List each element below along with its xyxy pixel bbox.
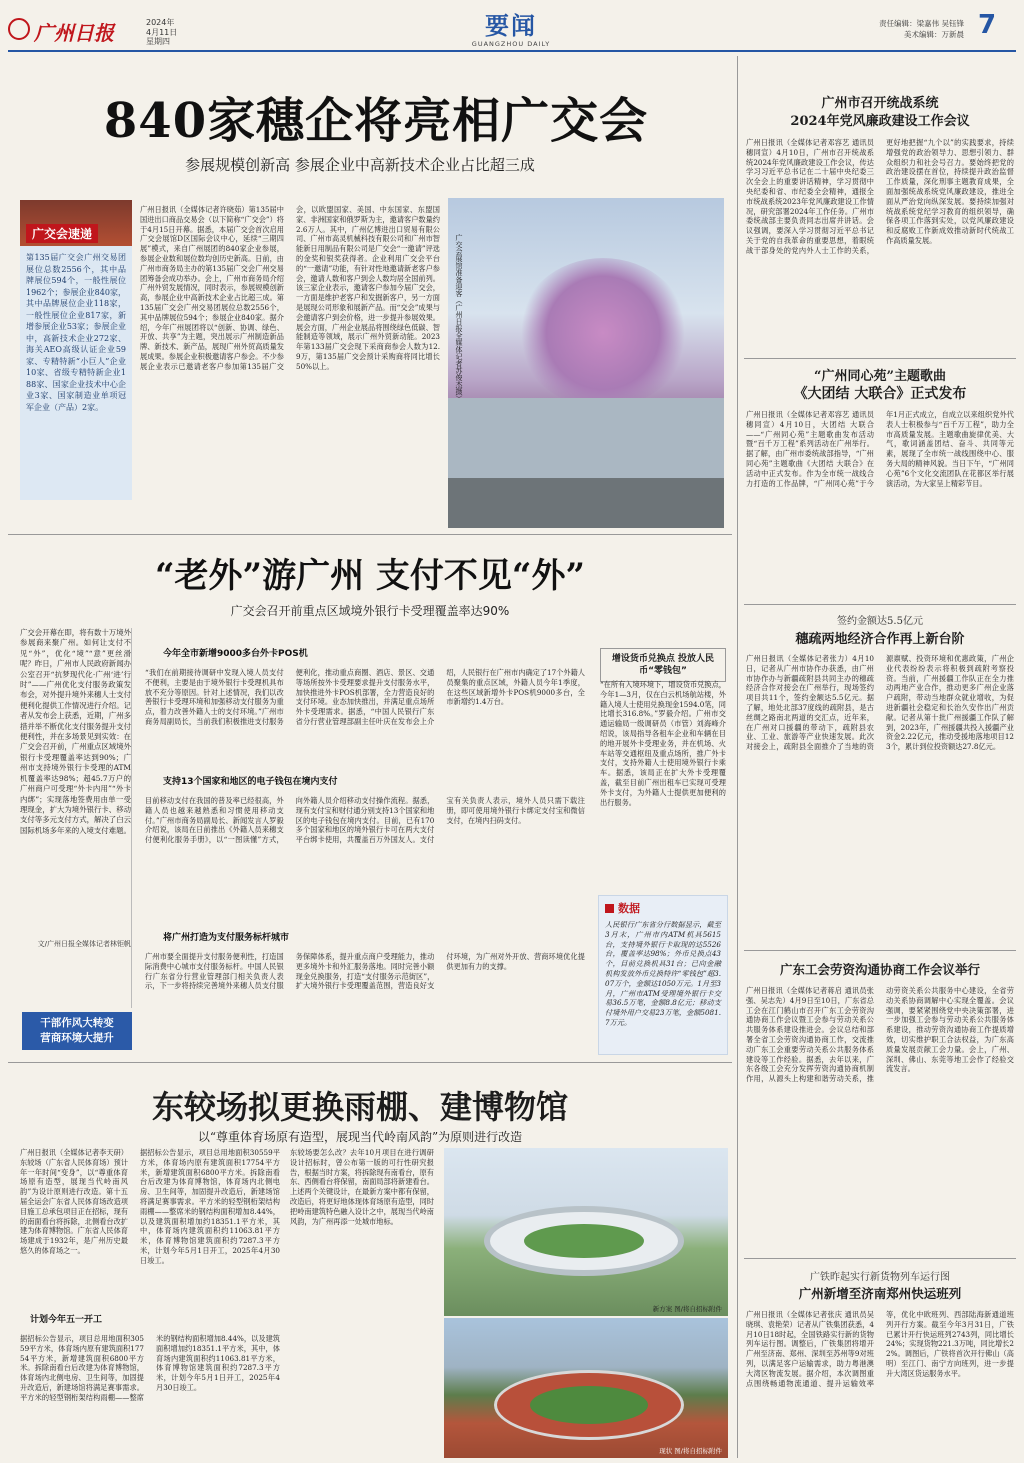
masthead-title: 广州日报: [34, 21, 114, 45]
logo-circle-icon: [8, 18, 30, 40]
song-body: 广州日报讯（全媒体记者邓容艺 通讯员穗同宣）4月10日，大团结 大联合——“广州同心苑”主题歌曲发布活动暨“百千万工程”系列活动在广州举行。据了解，由广州市委统战部指导，“广州同心苑”主题歌曲《大团结 大联合》在活动中正式发布。作为全市统一战线合力打造的工作品牌，“广州同心苑”于今年1月正式成立，自成立以来组织党外代表人士积极参与“百千万工程”，助力全市高质量发展。主题歌曲旋律优美、大气，歌词涵盖团结、奋斗、共同等元素，展现了全市统一战线围绕中心、服务大局的精神风貌。当日下午，“广州同心苑”6个文化交流团队在花都区举行展演活动，为大家呈上精彩节目。: [746, 410, 1014, 488]
exchange-box-body: “在所有入境环境下，增设货币兑换点，今年1—3月，仅在白云机场航站楼，外籍入境人士使用兑换现金1594.0笔，同比增长316.8%。”罗毅介绍。广州市交通运输局一级调研员（市管）刘海峰介绍说，该局指导各租车企业和车辆在目的地开展外卡受理业务，并在机场、火车站等交通枢纽及重点场所，推广外卡支付，支持外籍人士使用境外银行卡乘车。据悉，该局正在扩大外卡受理覆盖，截至目前广州出租车已实现可受理外卡支付，为外籍人士提供更加便利的出行服务。: [600, 680, 726, 807]
data-box: [598, 895, 728, 1055]
road-shape: [448, 478, 724, 528]
sidebar-ad-line2: 营商环境大提升: [40, 1032, 114, 1044]
quick-news-text: 第135届广交会广州交易团展位总数2556个，其中品牌展位594个，一般性展位1962个；参展企业840家，其中品牌展位企业118家，一般性展位企业817家，新增参展企业53家；参展企业中，高新技术企业272家、海关AEO高级认证企业59家、专精特新“小巨人”企业10家、省级专精特新企业188家、国家企业技术中心企业3家、国家制造业单项冠军企业（产品）2家。: [26, 253, 126, 412]
rail-kicker: 广铁昨起实行新货物列车运行图: [810, 1272, 950, 1283]
header-day: 4月11日: [146, 27, 178, 37]
foreign-subhead-3: 将广州打造为支付服务标杆城市: [163, 933, 290, 943]
sign-title: 穗疏两地经济合作再上新台阶: [795, 632, 965, 647]
stadium-subhead-1: 计划今年五一开工: [30, 1315, 103, 1325]
foreign-subtitle: 广交会召开前重点区域境外银行卡受理覆盖率达90%: [230, 604, 510, 618]
stadium-field: [524, 1224, 644, 1258]
header-rule: [8, 50, 1016, 52]
stadium-render-photo: [444, 1148, 728, 1316]
editors-line: 责任编辑：梁嘉伟 吴钰锋: [879, 19, 964, 28]
lead-title: 840家穗企将亮相广交会: [103, 93, 649, 149]
data-box-title: 数据: [618, 902, 640, 915]
header-weekday: 星期四: [146, 37, 170, 46]
art-editor-line: 美术编辑：万新晨: [904, 29, 964, 39]
foreign-intro: 广交会开幕在即，将有数十万境外参展商来聚广州。如何让支付不见“外”，优化“境”“意”更丝滑呢？昨日，广州市人民政府新闻办公室召开“抗梦现代化·广州‘进’行时”——广州优化支付服务政策发布会，对外提升境外来穗人士支付便利化提供工作情况进行介绍。记者从发布会上获悉，近期，广州多措并举不断优化支付服务提升支付便利性，并在多场景见到实效：在广交会召开前，广州重点区域境外银行卡受理覆盖率达到90%；广州市支持境外银行卡受理的ATM机覆盖率达98%；超45.7万户的广州商户可受理“外卡内用”“外卡内绑”；实现落地签费用由单一受理现金，扩大为境外银行卡、移动支付等多元支付方式，解决了白云国际机场多年来的入境支付难题。: [20, 628, 131, 835]
section-title: 要闻: [485, 11, 537, 40]
lead-photo: [448, 198, 724, 528]
data-box-icon: [605, 904, 614, 913]
sidebar-ad: [22, 1012, 132, 1050]
stadium-current-photo: [444, 1318, 728, 1458]
quick-news-box: [20, 200, 132, 500]
data-box-header: [599, 896, 727, 920]
lead-body: 广州日报讯（全媒体记者许晓茹）第135届中国进出口商品交易会（以下简称“广交会”）将于4月15日开幕。据悉，本届广交会首次启用广交会展馆D区国际会议中心，延续“三期四展”模式，来自广州展团的840家企业参展，参展企业数和展位数均创历史新高。日前，由广州市商务局主办的第135届广交会广州交易团筹备会成功举办。会上，广州市商务局介绍广州外贸发展情况，同时表示，参展规模创新高，参展企业中高新技术企业占比超三成。第135届广交会广州交易团展位总数2556个，其中品牌展位594个；参展企业840家。据介绍，今年广州展团将以“创新、协调、绿色、开放、共享”为主题，突出展示广州制造新品牌、新技术、新产品，展现广州外贸高质量发展成果。参展企业积极邀请客户参会。不少参展企业表示已邀请老客户参加第135届广交会，以欧盟国家、美国、中东国家、东盟国家、非洲国家和俄罗斯为主，邀请客户数量约2.6万人。其中，广州亿博进出口贸易有限公司、广州市高灵机械科技有限公司和广州市智能新日用制品有限公司是广交会“一邀请”评选的金奖和银奖获得者。企业利用广交会平台的“一邀请”功能，有针对性地邀请新老客户参会，邀请人数和客户到会人数均居全国前列。该三家企业表示，邀请客户参加今届广交会，一方面是维护老客户和发掘新客户，另一方面是展现公司形象和展新产品。而“交会”成果与会邀请客户到会价格，进一步提升参展效果。展会方面，广州企业展品将围绕绿色低碳、智能制造等领域，展示广州外贸新动能。2023年第133届广交会现下采商商参会人数为12.9万，第135届广交会预计采购商将同比增长50%以上。: [140, 205, 440, 371]
vertical-rule: [737, 56, 738, 1458]
quick-news-banner: [20, 200, 132, 246]
cpc-title-line2: 2024年党风廉政建设工作会议: [790, 114, 970, 129]
foreign-bottom-rule: [8, 1062, 732, 1063]
sign-kicker: 签约金额达5.5亿元: [837, 616, 923, 627]
stadium-body-2b: 据招标公告显示，项目总用地面积30559平方米，体育场内原有建筑面积17754平方米，新增建筑面积6800平方米。拆除南看台后改建为体育博物馆，体育场内北侧电房、卫生间等，加固提升改造后，新建场馆将满足赛事需求。平方米的轻型钢桁架结构雨棚——整席米的钢结构面积增加8.44%，以及建筑面积增加约18351.1平方米，其中，体育场内建筑面积约11063.81平方米，体育博物馆建筑面积约7287.3平方米，计划今年5月1日开工，2025年4月30日竣工。: [140, 1148, 280, 1265]
foreign-subhead-2: 支持13个国家和地区的电子钱包在境内支付: [163, 777, 338, 787]
quick-news-title: 广交会速递: [26, 224, 98, 243]
song-rule: [744, 604, 1016, 605]
song-title-line2: 《大团结 大联合》正式发布: [793, 386, 967, 402]
header-date: [146, 18, 177, 47]
stadium-current-caption: 现状 图/将自招标附件: [659, 1447, 722, 1455]
lead-bottom-rule: [8, 534, 732, 535]
editors-credit: [862, 19, 964, 40]
section-title-en: GUANGZHOU DAILY: [471, 40, 551, 48]
foreign-subhead-1: 今年全市新增9000多台外卡POS机: [163, 649, 308, 659]
stadium-body-2: 据招标公告显示，项目总用地面积30559平方米，体育场内原有建筑面积17754平方米，新增建筑面积6800平方米。拆除南看台后改建为体育博物馆，体育场内北侧电房、卫生间等，加固提升改造后，新建场馆将满足赛事需求。平方米的轻型钢桁架结构雨棚——整席米的钢结构面积增加8.44%，以及建筑面积增加约18351.1平方米，其中，体育场内建筑面积约11063.81平方米，体育博物馆建筑面积约7287.3平方米，计划今年5月1日开工，2025年4月30日竣工。: [20, 1334, 280, 1402]
foreign-intro-signature: 文/广州日报全媒体记者林钜帆: [37, 940, 131, 948]
stadium-body-1: 广州日报讯（全媒体记者李天研）东较场（广东省人民体育场）预计年一年时间“变身”，以“尊重体育场原有造型，展现当代岭南风韵”为设计原则进行改造。第十五届全运会广东省人民体育场改造项目施工总承包项目正在招标，现有的南面看台将拆除，北侧看台改扩建为体育博物馆。广东省人民体育场建成于1932年，是广州历史最悠久的体育场之一。: [20, 1148, 128, 1255]
stadium-render-caption: 新方案 图/将自招标附件: [652, 1305, 722, 1313]
rail-body: 广州日报讯（全媒体记者张庆 通讯员吴晓琪、袁艳荣）记者从广铁集团获悉，4月10日18时起，全国铁路实行新的货物列车运行图。调整后，广铁集团将增开广州至济南、郑州、深圳至苏州等9对班列，以满足客户运输需求，助力粤港澳大湾区物流发展。据介绍，本次调图重点围绕畅通物流通道、提升运输效率等，优化中欧班列、西部陆海新通道班列开行方案。截至今年3月31日，广铁已累计开行快运班列2743列，同比增长24%；实现货物221.3万吨，同比增长22%。调图后，广铁将首次开行佛山（高明）至江门、南宁方向班列，进一步提升大湾区货运服务水平。: [746, 1310, 1014, 1388]
lead-photo-caption: 广交会展馆准备迎客（广州日报全媒体记者苏俊杰摄）: [455, 234, 463, 402]
song-title-line1: “广州同心苑”主题歌曲: [814, 369, 946, 384]
labor-rule: [744, 1258, 1016, 1259]
foreign-section-2: 目前移动支付在我国的普及率已经很高，外籍人员也越来越熟悉和习惯使用移动支付。”广州市商务局副局长、新闻发言人罗毅介绍说，该局在日前推出《外籍人员来穗支付便利化服务手册》，以“一图读懂”方式，向外籍人员介绍移动支付操作流程。据悉，现有支付宝和财付通分别支持13个国家和地区的电子钱包在境内支付。目前，已有170多个国家和地区的境外银行卡可在两大支付平台绑卡使用，共覆盖百万外国友人。支付宝有关负责人表示，境外人员只需下载注册，即可使用境外银行卡绑定支付宝和微信支付，在境内扫码支付。: [145, 796, 585, 845]
field-oval: [530, 1386, 648, 1424]
foreign-intro-box: [20, 628, 132, 1008]
cpc-body: 广州日报讯（全媒体记者邓容艺 通讯员穗同宣）4月10日，广州市召开统战系统2024年党风廉政建设工作会议，传达学习习近平总书记在二十届中央纪委三次全会上的重要讲话精神，学习贯彻中央纪委和省、市纪委全会精神，通报全市统战系统2023年党风廉政建设工作情况，研究部署2024年工作任务。广州市委统战部主要负责同志出席并讲话。会议强调，要深入学习贯彻习近平总书记关于党的自我革命的重要思想，着眼统战干部身处的党内外人士工作的关系，更好地把握“九个以”的实践要求，持续增强党的政治领导力、思想引领力、群众组织力和社会号召力。要始终把党的政治建设摆在首位，持续提升政治监督工作质量，深化刑事主题教育成果，全面加强统战系统党风廉政建设，推进全面从严治党向纵深发展。要持续加强对统战系统党纪学习教育的组织领导，确保各项工作落到实处，以党风廉政建设和反腐败工作新成效推动新时代统战工作高质量发展。: [746, 138, 1014, 255]
lead-subtitle: 参展规模创新高 参展企业中高新技术企业占比超三成: [185, 156, 535, 174]
stadium-subtitle: 以“尊重体育场原有造型，展现当代岭南风韵”为原则进行改造: [197, 1130, 523, 1144]
data-box-text: 人民银行广东省分行数据显示，截至3月末，广州市内ATM机具5615台，支持境外银行卡取现的达5526台，覆盖率达98%；外币兑换点43个，目前兑换机具31台；已向金融机构发放外币兑换特许“零钱包”超3.07万个，金额达1050万元。1月至3月，广州市ATM受理境外银行卡交易36.5万笔，金额8.8亿元；移动支付境外用户交易23万笔，金额5081.7万元。: [605, 920, 721, 1027]
sign-rule: [744, 950, 1016, 951]
rail-title: 广州新增至济南郑州快运班列: [798, 1286, 962, 1301]
foreign-title: “老外”游广州 支付不见“外”: [154, 556, 586, 596]
masthead-logo: [8, 16, 132, 44]
sidebar-ad-line1: 干部作风大转变: [40, 1017, 114, 1029]
labor-body: 广州日报讯（全媒体记者蒋启 通讯员张强、吴志先）4月9日至10日，广东省总工会在江门鹤山市召开广东工会劳资沟通协商工作会议暨工会参与劳动关系公共服务体系建设推进会。会议总结和部署全省工会劳资沟通协商工作，交流推动广东工会重要劳动关系公共服务体系建设等工作经验。据悉，去年以来，广东各级工会充分发挥劳资沟通协商机制作用，从源头上构建和谐劳动关系，推动劳资关系公共服务中心建设，全省劳动关系协商调解中心实现全覆盖。会议强调，要紧紧围绕党中央决策部署，进一步加强工会参与劳动关系公共服务体系建设，推动劳资沟通协商工作提质增效，切实维护职工合法权益，为广东高质量发展贡献工会力量。会上，广州、深圳、佛山、东莞等地工会作了经验交流发言。: [746, 986, 1014, 1084]
tree-blossom: [518, 258, 688, 408]
foreign-section-1: “我们在前期接待调研中发现入境人员支付不便利，主要是由于境外银行卡受理机具布放不充分等原因。针对上述情况，我们以改善银行卡受理环境和加强移动支付服务为重点，着力改善外籍人士的支付环境。”广州市商务局副局长，当前我们积极推进支付服务便利化，推动重点商圈、酒店、景区、交通等场所按外卡受理要求提升支付服务水平，加快推进外卡POS机部署，全力营造良好的支付环境。业态加快推出，并满足重点场所外卡受理需求。据悉，“中国人民银行广东省分行营业管理部副主任叶庆在发布会上介绍，人民银行在广州市内确定了17个外籍人员聚集的重点区域，外籍人员今年1季度，在这些区域新增外卡POS机9000多台，全市新增约1.4万台。: [145, 668, 585, 726]
foreign-section-3: 广州市要全面提升支付服务便利性，打造国际消费中心城市支付服务标杆。中国人民银行广东省分行营业管理部门相关负责人表示，下一步将持续完善境外来穗人员支付服务保障体系，提升重点商户受理能力，推动更多境外卡和外汇服务落地。同时完善小额现金兑换服务，打造“支付服务示范街区”，扩大境外银行卡受理覆盖范围，营造良好支付环境，为广州对外开放、营商环境优化提供更加有力的支撑。: [145, 952, 585, 991]
building-shape: [448, 398, 724, 478]
sign-body: 广州日报讯（全媒体记者张力）4月10日，记者从广州市协作办获悉，由广州市协作办与新疆疏附县共同主办的穗疏经济合作对接会在广州举行，现场签约项目共11个，签约金额达5.5亿元。据了解，地处北部37度线的疏附县，是古丝绸之路南北两道的交汇点，近年来，在广州对口援疆的带动下，疏附县农业、工业、旅游等产业快速发展。此次对接会上，疏附县全面推介了当地的资源禀赋、投资环境和优惠政策，广州企业代表纷纷表示将积极到疏附考察投资。当前，广州援疆工作队正在全力推动两地产业合作，推动更多广州企业落户疏附，带动当地群众就业增收，为促进新疆社会稳定和长治久安作出广州贡献。记者从第十批广州援疆工作队了解到，2023年，广州援疆共投入援疆产业资金2.22亿元，推动受援地落地项目123个，累计到位投资额达27.8亿元。: [746, 654, 1014, 752]
page-number: 7: [978, 10, 997, 40]
labor-title: 广东工会劳资沟通协商工作会议举行: [779, 962, 980, 977]
cpc-rule: [744, 358, 1016, 359]
cpc-title-line1: 广州市召开统战系统: [821, 96, 939, 111]
stadium-title: 东较场拟更换雨棚、建博物馆: [151, 1088, 568, 1126]
header-year: 2024年: [146, 18, 175, 27]
exchange-box-title: 增设货币兑换点 投放人民币“零钱包”: [600, 648, 726, 682]
stadium-body-3: 东较场要怎么改？去年10月项目在进行调研设计招标时，曾公布第一版的可行性研究报告，根据当时方案，将拆除现有南看台，原有东、西侧看台将保留，南面局部将新建看台。上述两个关键设计，在最新方案中都有保留，改造后，将更好地体现体育场原有造型，同时把岭南建筑特色融入设计之中，展现当代岭南风韵，为广州再添一处城市地标。: [290, 1148, 434, 1226]
